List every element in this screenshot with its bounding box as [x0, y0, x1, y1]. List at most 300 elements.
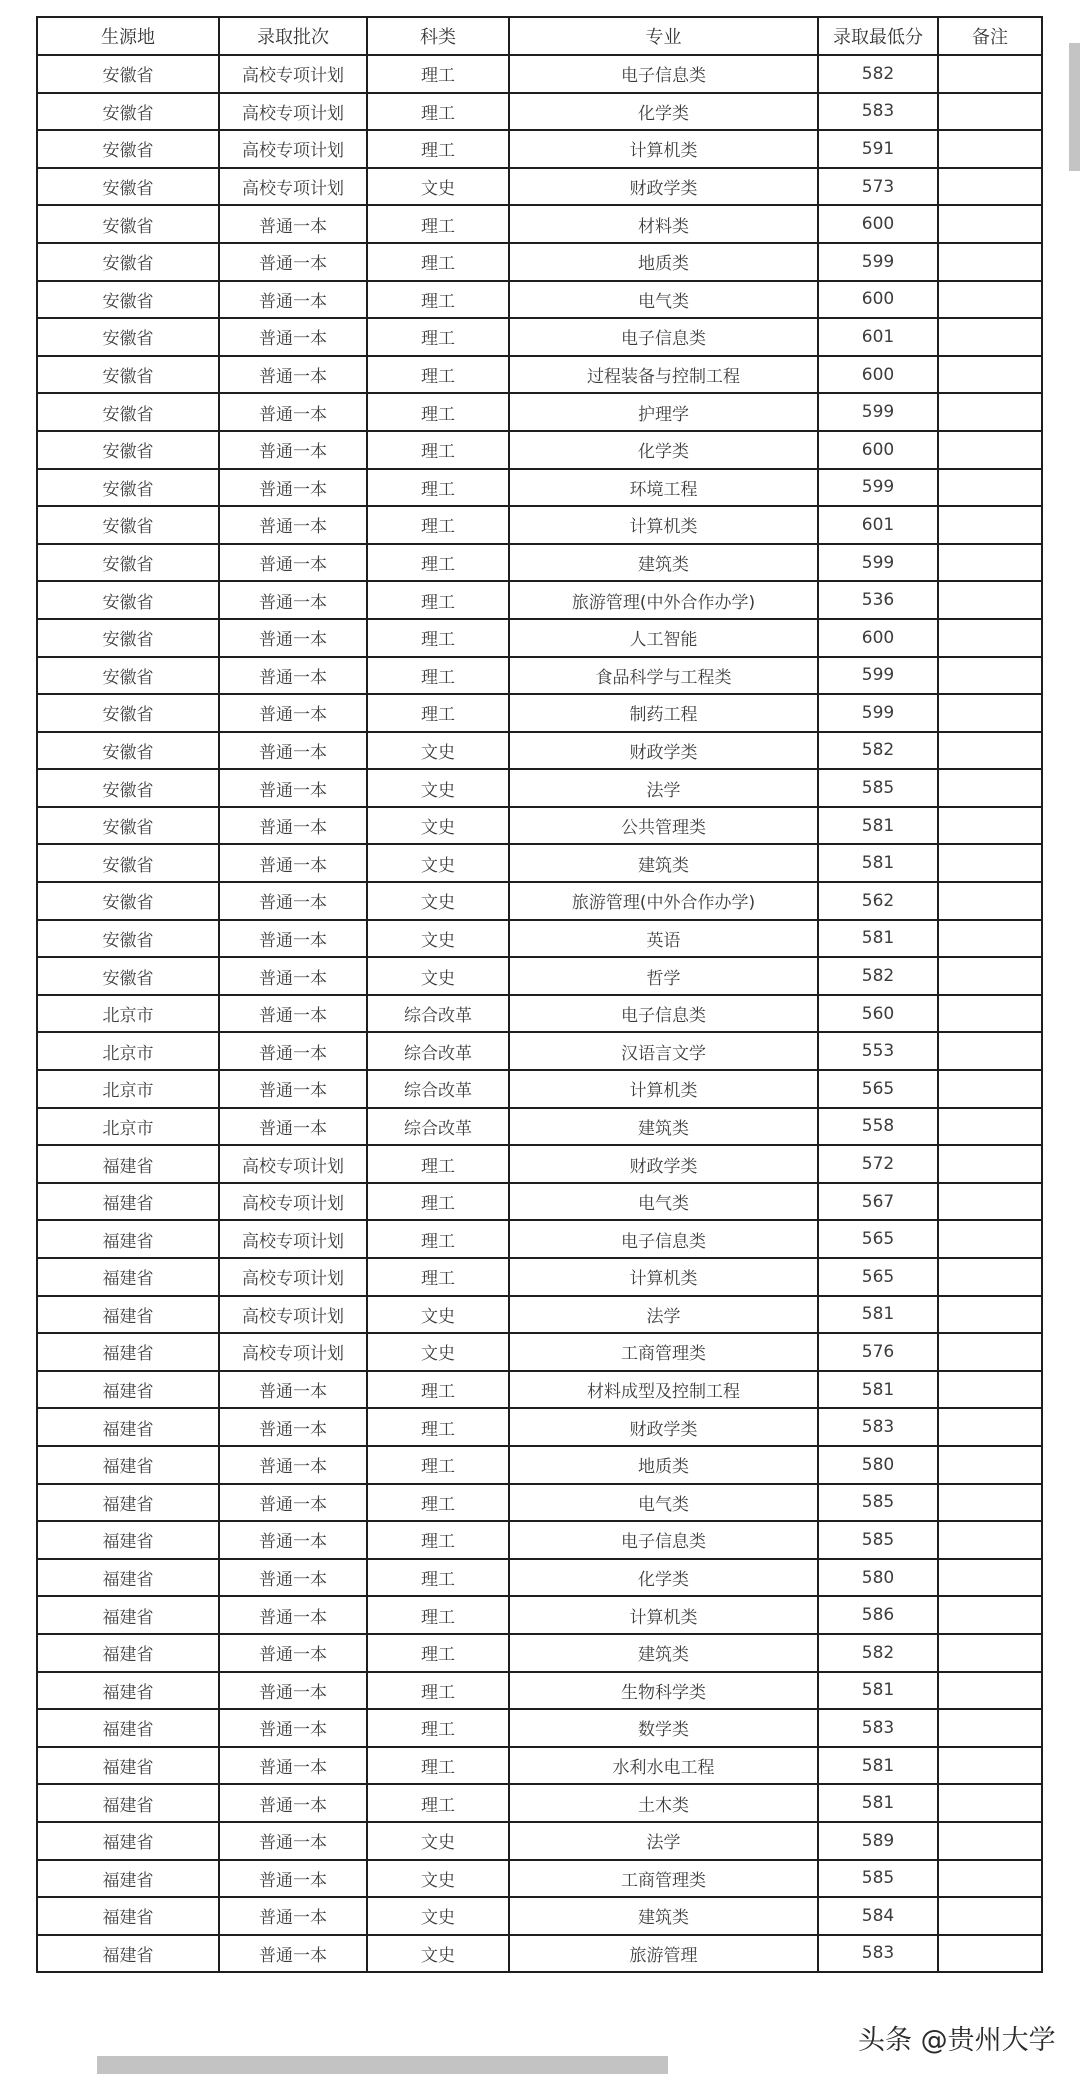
cell-subject-category: 理工: [367, 243, 509, 281]
cell-subject-category: 理工: [367, 544, 509, 582]
cell-min-score: 583: [818, 1408, 938, 1446]
cell-admission-batch: 普通一本: [219, 957, 367, 995]
cell-admission-batch: 高校专项计划: [219, 168, 367, 206]
cell-source-province: 福建省: [37, 1784, 219, 1822]
cell-subject-category: 文史: [367, 1860, 509, 1898]
cell-source-province: 福建省: [37, 1822, 219, 1860]
cell-subject-category: 理工: [367, 1559, 509, 1597]
cell-min-score: 536: [818, 581, 938, 619]
cell-subject-category: 理工: [367, 1521, 509, 1559]
table-row: [37, 1032, 1042, 1070]
cell-admission-batch: 普通一本: [219, 1070, 367, 1108]
cell-admission-batch: 普通一本: [219, 1672, 367, 1710]
cell-min-score: 601: [818, 318, 938, 356]
cell-remarks: [938, 1183, 1042, 1221]
cell-min-score: 581: [818, 1296, 938, 1334]
cell-subject-category: 理工: [367, 1408, 509, 1446]
cell-source-province: 安徽省: [37, 205, 219, 243]
header-admission-batch: 录取批次: [219, 17, 367, 55]
cell-major: 计算机类: [509, 1070, 818, 1108]
cell-admission-batch: 普通一本: [219, 619, 367, 657]
cell-admission-batch: 普通一本: [219, 657, 367, 695]
cell-remarks: [938, 1371, 1042, 1409]
table-row: [37, 1822, 1042, 1860]
cell-admission-batch: 高校专项计划: [219, 130, 367, 168]
cell-major: 电气类: [509, 1183, 818, 1221]
cell-remarks: [938, 469, 1042, 507]
cell-major: 财政学类: [509, 1145, 818, 1183]
cell-source-province: 安徽省: [37, 431, 219, 469]
cell-min-score: 585: [818, 1521, 938, 1559]
table-header-row: [37, 17, 1042, 55]
cell-remarks: [938, 1822, 1042, 1860]
cell-subject-category: 理工: [367, 1145, 509, 1183]
cell-source-province: 福建省: [37, 1258, 219, 1296]
cell-subject-category: 理工: [367, 1709, 509, 1747]
cell-subject-category: 文史: [367, 732, 509, 770]
cell-min-score: 560: [818, 995, 938, 1033]
cell-major: 食品科学与工程类: [509, 657, 818, 695]
cell-source-province: 安徽省: [37, 920, 219, 958]
cell-min-score: 599: [818, 393, 938, 431]
cell-admission-batch: 普通一本: [219, 1897, 367, 1935]
cell-source-province: 安徽省: [37, 281, 219, 319]
cell-admission-batch: 高校专项计划: [219, 1220, 367, 1258]
table-row: [37, 1145, 1042, 1183]
table-row: [37, 807, 1042, 845]
cell-remarks: [938, 1258, 1042, 1296]
table-row: [37, 732, 1042, 770]
cell-major: 法学: [509, 1822, 818, 1860]
cell-major: 土木类: [509, 1784, 818, 1822]
cell-remarks: [938, 1747, 1042, 1785]
cell-admission-batch: 普通一本: [219, 882, 367, 920]
cell-source-province: 安徽省: [37, 544, 219, 582]
cell-remarks: [938, 1333, 1042, 1371]
table-row: [37, 1258, 1042, 1296]
cell-remarks: [938, 544, 1042, 582]
cell-remarks: [938, 1296, 1042, 1334]
cell-source-province: 福建省: [37, 1559, 219, 1597]
table-row: [37, 1860, 1042, 1898]
table-row: [37, 1484, 1042, 1522]
cell-subject-category: 理工: [367, 1220, 509, 1258]
cell-remarks: [938, 1484, 1042, 1522]
table-row: [37, 844, 1042, 882]
cell-admission-batch: 普通一本: [219, 1935, 367, 1973]
cell-major: 工商管理类: [509, 1860, 818, 1898]
cell-source-province: 安徽省: [37, 55, 219, 93]
cell-remarks: [938, 957, 1042, 995]
cell-admission-batch: 普通一本: [219, 1596, 367, 1634]
cell-remarks: [938, 1860, 1042, 1898]
cell-admission-batch: 高校专项计划: [219, 1333, 367, 1371]
cell-source-province: 福建省: [37, 1897, 219, 1935]
table-row: [37, 1559, 1042, 1597]
cell-min-score: 600: [818, 205, 938, 243]
cell-remarks: [938, 1634, 1042, 1672]
cell-min-score: 599: [818, 469, 938, 507]
table-row: [37, 1183, 1042, 1221]
table-row: [37, 130, 1042, 168]
cell-major: 公共管理类: [509, 807, 818, 845]
cell-admission-batch: 高校专项计划: [219, 1296, 367, 1334]
cell-source-province: 安徽省: [37, 393, 219, 431]
cell-remarks: [938, 93, 1042, 131]
cell-subject-category: 理工: [367, 657, 509, 695]
cell-min-score: 580: [818, 1559, 938, 1597]
cell-admission-batch: 普通一本: [219, 1371, 367, 1409]
cell-major: 计算机类: [509, 1596, 818, 1634]
cell-major: 建筑类: [509, 1897, 818, 1935]
cell-source-province: 安徽省: [37, 732, 219, 770]
vertical-scrollbar[interactable]: [1069, 43, 1080, 171]
cell-min-score: 599: [818, 544, 938, 582]
table-row: [37, 1371, 1042, 1409]
cell-subject-category: 理工: [367, 694, 509, 732]
cell-source-province: 福建省: [37, 1484, 219, 1522]
cell-min-score: 589: [818, 1822, 938, 1860]
table-row: [37, 769, 1042, 807]
table-row: [37, 1296, 1042, 1334]
cell-remarks: [938, 1032, 1042, 1070]
cell-min-score: 600: [818, 281, 938, 319]
table-row: [37, 506, 1042, 544]
cell-major: 环境工程: [509, 469, 818, 507]
cell-major: 材料成型及控制工程: [509, 1371, 818, 1409]
cell-major: 电子信息类: [509, 1220, 818, 1258]
cell-subject-category: 理工: [367, 1747, 509, 1785]
cell-min-score: 565: [818, 1220, 938, 1258]
cell-subject-category: 理工: [367, 619, 509, 657]
cell-major: 建筑类: [509, 1108, 818, 1146]
cell-source-province: 安徽省: [37, 168, 219, 206]
cell-source-province: 安徽省: [37, 844, 219, 882]
cell-min-score: 581: [818, 920, 938, 958]
cell-remarks: [938, 1070, 1042, 1108]
cell-min-score: 581: [818, 1784, 938, 1822]
cell-subject-category: 理工: [367, 130, 509, 168]
cell-subject-category: 理工: [367, 581, 509, 619]
cell-min-score: 591: [818, 130, 938, 168]
header-major: 专业: [509, 17, 818, 55]
cell-min-score: 572: [818, 1145, 938, 1183]
cell-min-score: 581: [818, 807, 938, 845]
cell-source-province: 福建省: [37, 1145, 219, 1183]
cell-remarks: [938, 882, 1042, 920]
cell-source-province: 安徽省: [37, 807, 219, 845]
cell-admission-batch: 普通一本: [219, 995, 367, 1033]
table-row: [37, 1897, 1042, 1935]
cell-subject-category: 理工: [367, 55, 509, 93]
table-row: [37, 920, 1042, 958]
cell-major: 制药工程: [509, 694, 818, 732]
cell-min-score: 565: [818, 1258, 938, 1296]
cell-source-province: 福建省: [37, 1596, 219, 1634]
cell-min-score: 582: [818, 957, 938, 995]
cell-subject-category: 理工: [367, 506, 509, 544]
table-row: [37, 657, 1042, 695]
cell-source-province: 安徽省: [37, 130, 219, 168]
cell-admission-batch: 普通一本: [219, 1860, 367, 1898]
cell-subject-category: 理工: [367, 1371, 509, 1409]
cell-remarks: [938, 1408, 1042, 1446]
cell-source-province: 安徽省: [37, 93, 219, 131]
cell-min-score: 581: [818, 844, 938, 882]
cell-min-score: 599: [818, 657, 938, 695]
cell-major: 工商管理类: [509, 1333, 818, 1371]
cell-subject-category: 综合改革: [367, 995, 509, 1033]
cell-min-score: 585: [818, 1484, 938, 1522]
table-row: [37, 1220, 1042, 1258]
cell-remarks: [938, 1108, 1042, 1146]
cell-admission-batch: 普通一本: [219, 318, 367, 356]
cell-source-province: 安徽省: [37, 581, 219, 619]
cell-source-province: 福建省: [37, 1183, 219, 1221]
cell-source-province: 北京市: [37, 1108, 219, 1146]
table-row: [37, 1709, 1042, 1747]
cell-major: 化学类: [509, 93, 818, 131]
cell-remarks: [938, 1897, 1042, 1935]
cell-remarks: [938, 393, 1042, 431]
watermark-text: 头条 @贵州大学: [858, 2025, 1056, 2056]
cell-major: 电子信息类: [509, 1521, 818, 1559]
cell-subject-category: 文史: [367, 1333, 509, 1371]
cell-admission-batch: 普通一本: [219, 920, 367, 958]
cell-admission-batch: 普通一本: [219, 1634, 367, 1672]
cell-subject-category: 文史: [367, 1822, 509, 1860]
cell-major: 电子信息类: [509, 55, 818, 93]
cell-min-score: 581: [818, 1672, 938, 1710]
cell-source-province: 福建省: [37, 1521, 219, 1559]
cell-subject-category: 理工: [367, 1596, 509, 1634]
cell-major: 水利水电工程: [509, 1747, 818, 1785]
cell-admission-batch: 普通一本: [219, 732, 367, 770]
cell-source-province: 安徽省: [37, 506, 219, 544]
cell-min-score: 586: [818, 1596, 938, 1634]
header-remarks: 备注: [938, 17, 1042, 55]
horizontal-scrollbar[interactable]: [97, 2056, 668, 2074]
cell-admission-batch: 普通一本: [219, 243, 367, 281]
cell-remarks: [938, 657, 1042, 695]
cell-admission-batch: 普通一本: [219, 205, 367, 243]
cell-remarks: [938, 1446, 1042, 1484]
header-min-score: 录取最低分: [818, 17, 938, 55]
cell-remarks: [938, 807, 1042, 845]
cell-admission-batch: 普通一本: [219, 544, 367, 582]
cell-subject-category: 文史: [367, 920, 509, 958]
cell-subject-category: 理工: [367, 393, 509, 431]
table-row: [37, 957, 1042, 995]
cell-min-score: 585: [818, 769, 938, 807]
cell-subject-category: 理工: [367, 1672, 509, 1710]
cell-major: 化学类: [509, 1559, 818, 1597]
cell-min-score: 567: [818, 1183, 938, 1221]
cell-subject-category: 文史: [367, 1296, 509, 1334]
cell-major: 过程装备与控制工程: [509, 356, 818, 394]
cell-major: 汉语言文学: [509, 1032, 818, 1070]
cell-admission-batch: 普通一本: [219, 1747, 367, 1785]
cell-min-score: 581: [818, 1371, 938, 1409]
cell-remarks: [938, 1672, 1042, 1710]
table-row: [37, 1784, 1042, 1822]
cell-subject-category: 文史: [367, 844, 509, 882]
cell-admission-batch: 普通一本: [219, 1446, 367, 1484]
table-row: [37, 581, 1042, 619]
cell-remarks: [938, 1521, 1042, 1559]
cell-admission-batch: 高校专项计划: [219, 93, 367, 131]
cell-subject-category: 文史: [367, 882, 509, 920]
cell-admission-batch: 普通一本: [219, 431, 367, 469]
cell-subject-category: 理工: [367, 318, 509, 356]
cell-min-score: 581: [818, 1747, 938, 1785]
cell-remarks: [938, 1145, 1042, 1183]
cell-major: 数学类: [509, 1709, 818, 1747]
cell-remarks: [938, 243, 1042, 281]
cell-remarks: [938, 844, 1042, 882]
cell-min-score: 599: [818, 243, 938, 281]
cell-remarks: [938, 205, 1042, 243]
cell-major: 电气类: [509, 1484, 818, 1522]
cell-major: 哲学: [509, 957, 818, 995]
table-row: [37, 318, 1042, 356]
cell-min-score: 582: [818, 1634, 938, 1672]
cell-remarks: [938, 581, 1042, 619]
cell-major: 旅游管理(中外合作办学): [509, 581, 818, 619]
cell-major: 财政学类: [509, 168, 818, 206]
cell-min-score: 583: [818, 1935, 938, 1973]
cell-subject-category: 理工: [367, 1446, 509, 1484]
cell-source-province: 福建省: [37, 1747, 219, 1785]
cell-subject-category: 理工: [367, 356, 509, 394]
cell-remarks: [938, 732, 1042, 770]
table-row: [37, 1634, 1042, 1672]
cell-subject-category: 文史: [367, 807, 509, 845]
cell-remarks: [938, 168, 1042, 206]
cell-source-province: 安徽省: [37, 469, 219, 507]
table-row: [37, 356, 1042, 394]
cell-subject-category: 文史: [367, 957, 509, 995]
cell-major: 计算机类: [509, 1258, 818, 1296]
cell-remarks: [938, 1596, 1042, 1634]
table-row: [37, 882, 1042, 920]
cell-remarks: [938, 769, 1042, 807]
cell-major: 计算机类: [509, 506, 818, 544]
cell-source-province: 福建省: [37, 1333, 219, 1371]
table-row: [37, 544, 1042, 582]
cell-major: 人工智能: [509, 619, 818, 657]
cell-subject-category: 理工: [367, 281, 509, 319]
table-row: [37, 1070, 1042, 1108]
cell-subject-category: 综合改革: [367, 1070, 509, 1108]
cell-min-score: 600: [818, 619, 938, 657]
table-row: [37, 1935, 1042, 1973]
cell-source-province: 安徽省: [37, 769, 219, 807]
cell-major: 财政学类: [509, 1408, 818, 1446]
cell-subject-category: 理工: [367, 1183, 509, 1221]
cell-major: 电子信息类: [509, 318, 818, 356]
cell-remarks: [938, 318, 1042, 356]
cell-admission-batch: 普通一本: [219, 1784, 367, 1822]
cell-admission-batch: 普通一本: [219, 356, 367, 394]
cell-min-score: 562: [818, 882, 938, 920]
cell-subject-category: 理工: [367, 1258, 509, 1296]
cell-admission-batch: 普通一本: [219, 393, 367, 431]
table-row: [37, 1446, 1042, 1484]
cell-major: 电子信息类: [509, 995, 818, 1033]
table-row: [37, 1333, 1042, 1371]
table-row: [37, 995, 1042, 1033]
table-body: [37, 55, 1042, 1972]
cell-admission-batch: 普通一本: [219, 1484, 367, 1522]
table-row: [37, 431, 1042, 469]
cell-admission-batch: 普通一本: [219, 1408, 367, 1446]
cell-subject-category: 文史: [367, 1935, 509, 1973]
cell-subject-category: 综合改革: [367, 1108, 509, 1146]
cell-source-province: 北京市: [37, 1070, 219, 1108]
cell-major: 地质类: [509, 1446, 818, 1484]
header-subject-category: 科类: [367, 17, 509, 55]
table-row: [37, 205, 1042, 243]
cell-min-score: 576: [818, 1333, 938, 1371]
cell-min-score: 600: [818, 356, 938, 394]
cell-admission-batch: 普通一本: [219, 506, 367, 544]
table-row: [37, 1672, 1042, 1710]
cell-source-province: 福建省: [37, 1634, 219, 1672]
table-row: [37, 168, 1042, 206]
cell-subject-category: 文史: [367, 168, 509, 206]
cell-major: 化学类: [509, 431, 818, 469]
cell-remarks: [938, 1784, 1042, 1822]
cell-major: 建筑类: [509, 844, 818, 882]
cell-major: 建筑类: [509, 1634, 818, 1672]
cell-min-score: 600: [818, 431, 938, 469]
cell-admission-batch: 普通一本: [219, 844, 367, 882]
cell-source-province: 安徽省: [37, 882, 219, 920]
cell-major: 旅游管理(中外合作办学): [509, 882, 818, 920]
cell-admission-batch: 普通一本: [219, 581, 367, 619]
cell-subject-category: 文史: [367, 1897, 509, 1935]
cell-admission-batch: 高校专项计划: [219, 1145, 367, 1183]
cell-major: 建筑类: [509, 544, 818, 582]
cell-min-score: 584: [818, 1897, 938, 1935]
cell-source-province: 福建省: [37, 1935, 219, 1973]
cell-remarks: [938, 506, 1042, 544]
cell-major: 地质类: [509, 243, 818, 281]
cell-admission-batch: 高校专项计划: [219, 1258, 367, 1296]
cell-admission-batch: 普通一本: [219, 1709, 367, 1747]
table-row: [37, 694, 1042, 732]
cell-remarks: [938, 431, 1042, 469]
cell-admission-batch: 普通一本: [219, 1521, 367, 1559]
cell-admission-batch: 普通一本: [219, 769, 367, 807]
cell-source-province: 安徽省: [37, 356, 219, 394]
table-row: [37, 1521, 1042, 1559]
cell-min-score: 583: [818, 1709, 938, 1747]
cell-major: 英语: [509, 920, 818, 958]
cell-remarks: [938, 55, 1042, 93]
cell-admission-batch: 高校专项计划: [219, 55, 367, 93]
cell-admission-batch: 普通一本: [219, 1559, 367, 1597]
cell-min-score: 583: [818, 93, 938, 131]
cell-major: 生物科学类: [509, 1672, 818, 1710]
cell-remarks: [938, 1559, 1042, 1597]
cell-source-province: 安徽省: [37, 243, 219, 281]
cell-source-province: 福建省: [37, 1709, 219, 1747]
table-row: [37, 1408, 1042, 1446]
cell-subject-category: 理工: [367, 1484, 509, 1522]
cell-admission-batch: 高校专项计划: [219, 1183, 367, 1221]
